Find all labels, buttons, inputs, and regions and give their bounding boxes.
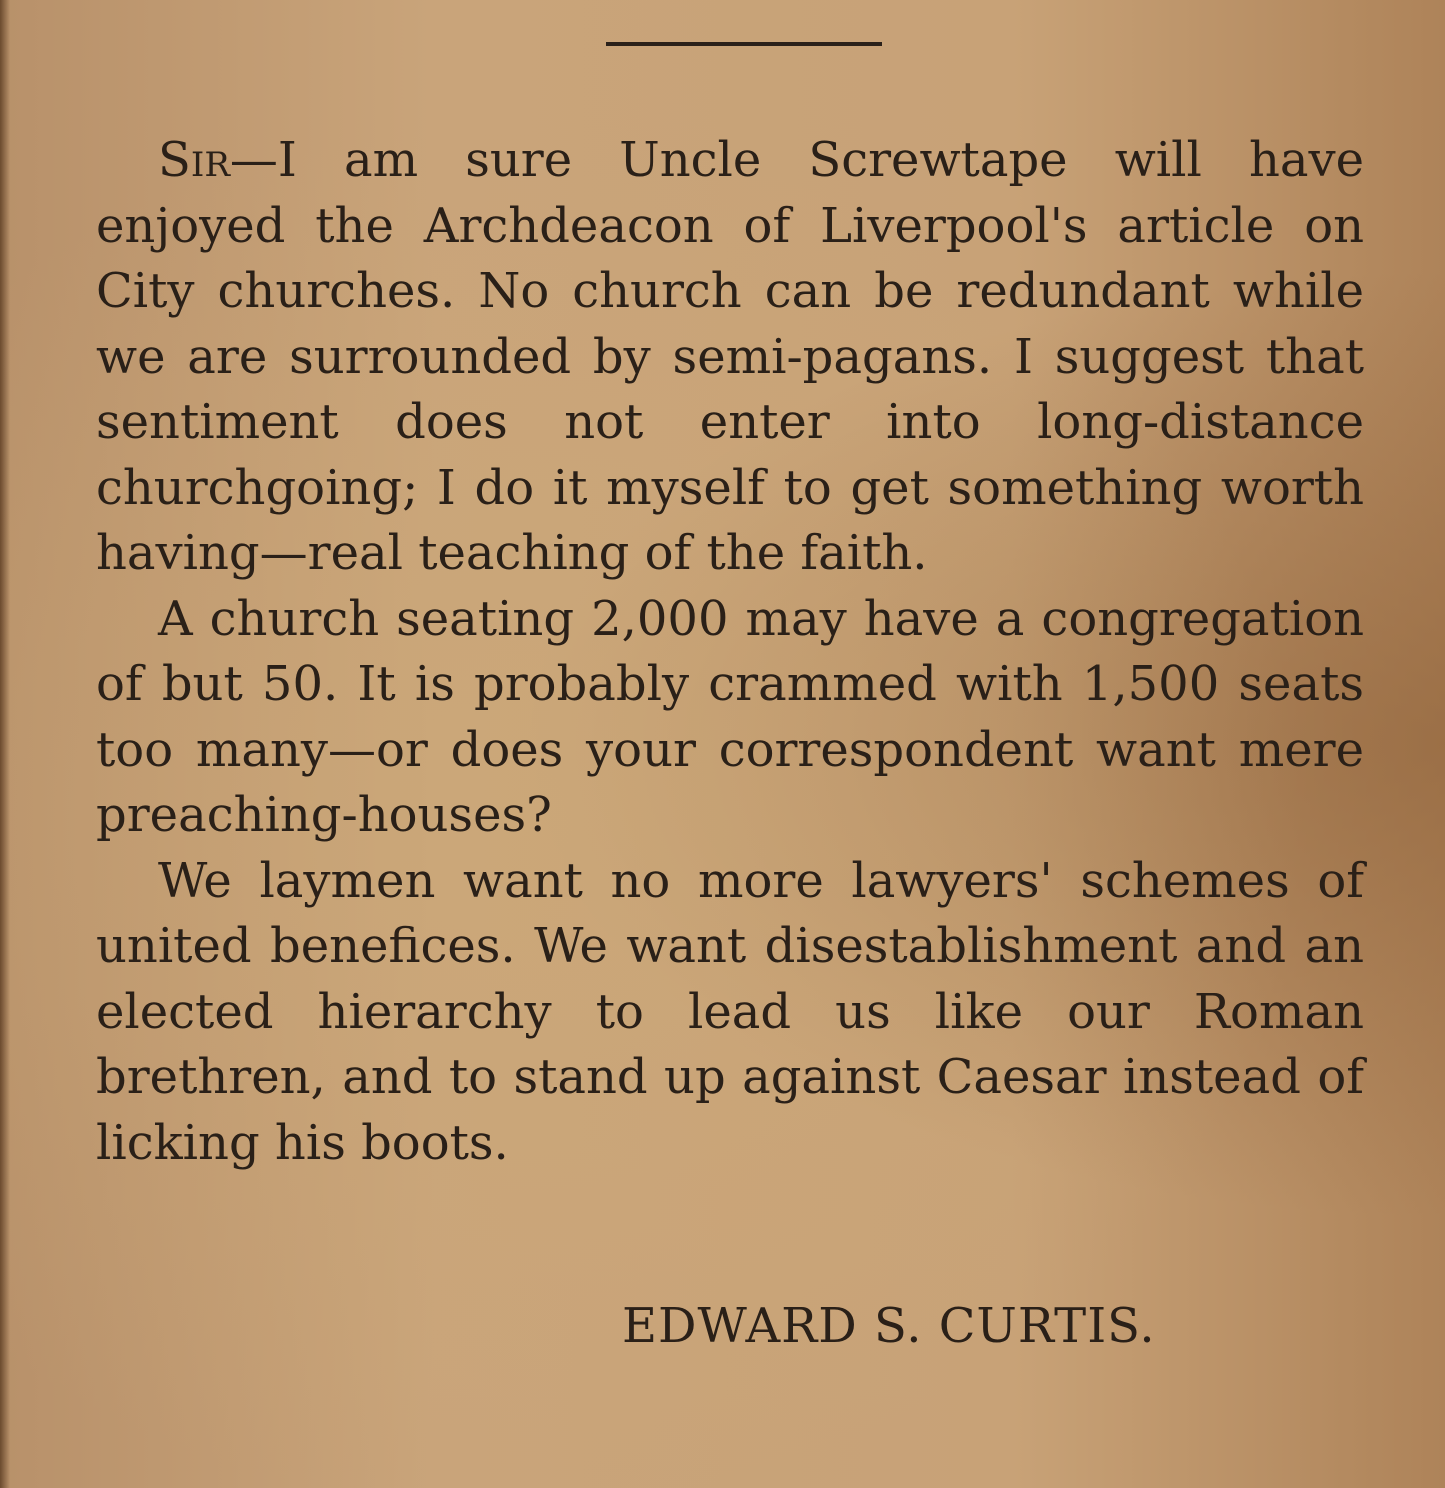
letter-paragraph-1 bbox=[96, 128, 1364, 587]
letter-paragraph-3: We laymen want no more lawyers' schemes of united benefices. We want disestablishment and an elected hierarchy to lead us like our Roman brethren, and to stand up against Caesar instead of licking his boots. bbox=[96, 852, 1364, 1171]
letter-salutation: Sir bbox=[158, 132, 230, 188]
letter-signature: EDWARD S. CURTIS. bbox=[622, 1298, 1156, 1354]
clipping-left-edge bbox=[0, 0, 10, 1488]
letter-paragraph-1-text: —I am sure Uncle Screwtape will have enjoyed the Archdeacon of Liverpool's article on City churches. No church can be redundant while we are surrounded by semi-pagans. I suggest that sentiment does not enter into long-distance churchgoing; I do it myself to get something worth having—real teaching of the faith. bbox=[96, 132, 1364, 581]
column-separator-rule bbox=[606, 42, 882, 46]
letter-body bbox=[96, 128, 1364, 1176]
letter-paragraph-2: A church seating 2,000 may have a congregation of but 50. It is probably crammed with 1,500 seats too many—or does your correspondent want mere preaching-houses? bbox=[96, 590, 1364, 843]
